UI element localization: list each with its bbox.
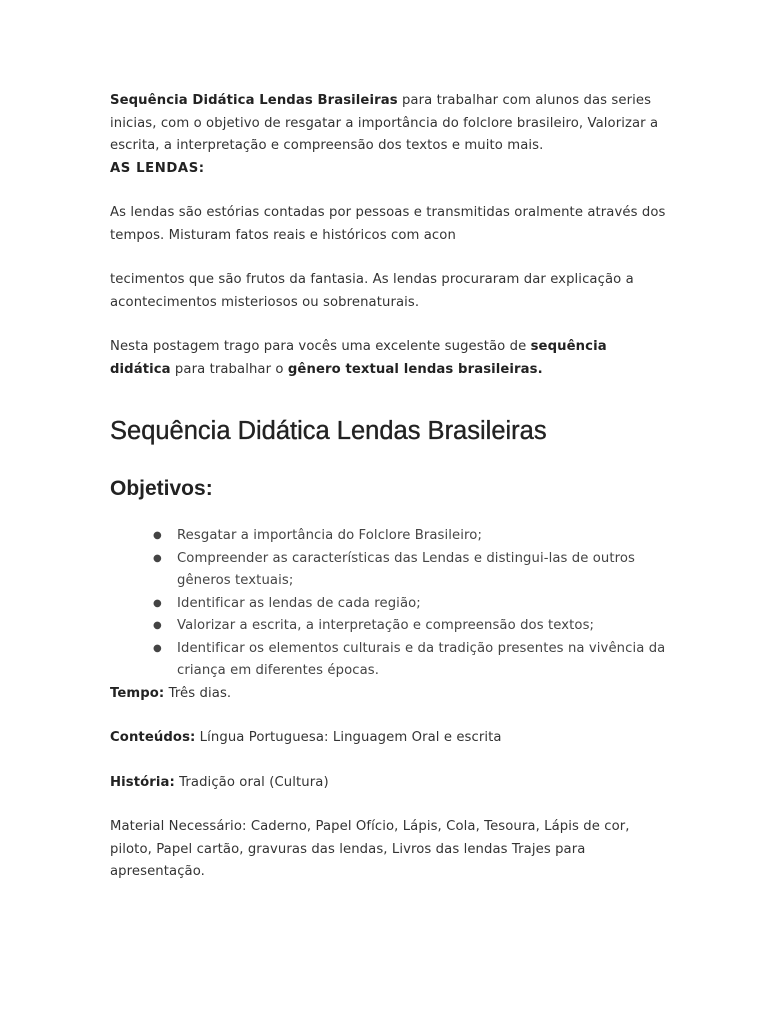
objective-text: Resgatar a importância do Folclore Brasileiro;	[177, 528, 482, 543]
tempo-label: Tempo:	[110, 685, 165, 701]
intro-text: para trabalhar com alunos das series inicias, com o objetivo de resgatar a importância do folclore brasileiro, Valorizar a escrita, a interpretação e compreensão dos textos e muito mais.	[110, 93, 659, 153]
post-bold-a: sequência didática	[110, 339, 607, 377]
main-title: Sequência Didática Lendas Brasileiras	[110, 417, 547, 445]
objectives-title: Objetivos:	[110, 477, 213, 500]
list-item	[110, 615, 670, 638]
historia-line	[110, 772, 670, 795]
bullet-icon: ●	[153, 642, 162, 654]
objectives-list	[110, 525, 670, 683]
bullet-icon: ●	[153, 530, 162, 541]
bullet-icon: ●	[153, 620, 162, 631]
tempo-line	[110, 683, 670, 706]
document-page	[110, 90, 670, 884]
intro-title: Sequência Didática Lendas Brasileiras	[110, 93, 398, 108]
objective-text: Valorizar a escrita, a interpretação e compreensão dos textos;	[177, 618, 595, 633]
tempo-value: Três dias.	[164, 685, 232, 701]
list-item	[110, 548, 670, 593]
post-bold-b: gênero textual lendas brasileiras.	[287, 361, 543, 377]
bullet-icon: ●	[153, 552, 162, 564]
historia-label: História:	[110, 774, 175, 790]
conteudos-value: Língua Portuguesa: Linguagem Oral e escrita	[195, 730, 502, 745]
post-text-a: Nesta postagem trago para vocês uma excelente sugestão de	[110, 339, 531, 354]
post-text-b: para trabalhar o	[170, 361, 288, 377]
list-item	[110, 638, 670, 683]
conteudos-line	[110, 727, 670, 750]
bullet-icon: ●	[153, 597, 162, 609]
objective-text: Compreender as características das Lendas e distingui-las de outros gêneros textuais;	[177, 550, 636, 588]
list-item	[110, 593, 670, 616]
list-item	[110, 525, 670, 548]
lendas-heading: AS LENDAS:	[110, 160, 205, 176]
lendas-paragraph-2: tecimentos que são frutos da fantasia. As lendas procuraram dar explicação a acontecimentos misteriosos ou sobrenaturais.	[110, 272, 634, 310]
conteudos-label: Conteúdos:	[110, 730, 196, 745]
objective-text: Identificar os elementos culturais e da tradição presentes na vivência da criança em diferentes épocas.	[177, 640, 666, 678]
intro-paragraph	[110, 90, 670, 158]
material-paragraph: Material Necessário: Caderno, Papel Ofício, Lápis, Cola, Tesoura, Lápis de cor, piloto, Papel cartão, gravuras das lendas, Livros das lendas Trajes para apresentação.	[110, 819, 630, 879]
objective-text: Identificar as lendas de cada região;	[177, 595, 421, 611]
historia-value: Tradição oral (Cultura)	[174, 774, 329, 790]
lendas-paragraph-1: As lendas são estórias contadas por pessoas e transmitidas oralmente através dos tempos. Misturam fatos reais e históricos com acon	[110, 205, 666, 243]
post-paragraph	[110, 336, 670, 381]
